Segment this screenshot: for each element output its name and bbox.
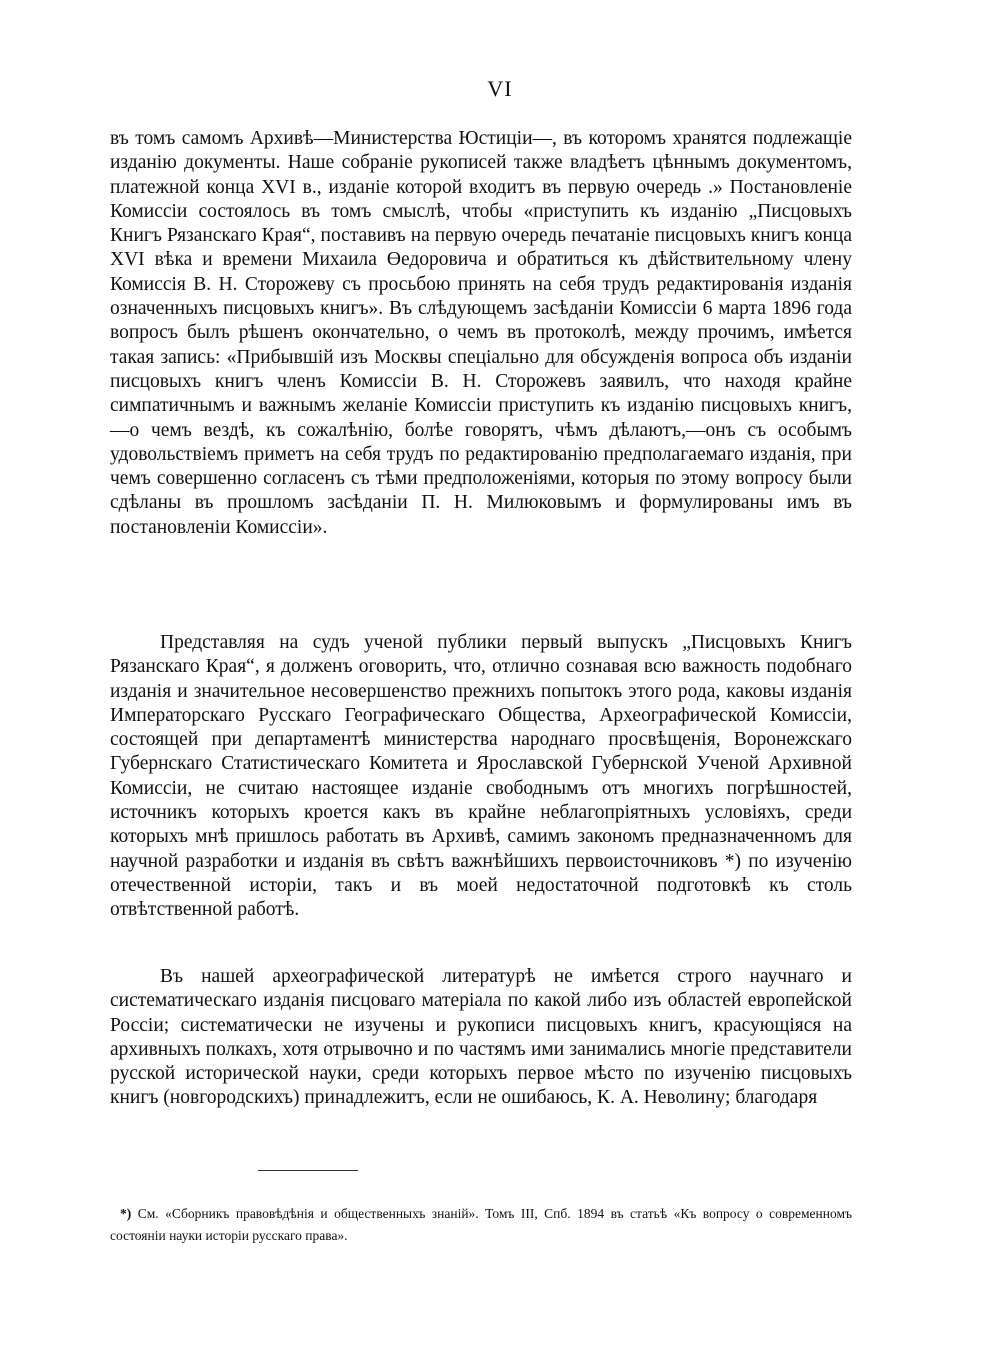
- paragraph-archeographic-literature: [110, 965, 852, 1111]
- paragraph-continuation: [110, 127, 852, 540]
- footnote: [110, 1203, 852, 1247]
- paragraph-text: Въ нашей археографической литературѣ не имѣется строго научнаго и систематическаго изданія писцоваго матеріала по какой либо изъ областей европейской Россіи; систематически не изучены и рукописи писцовыхъ книгъ, красующіяся на архивныхъ полкахъ, хотя отрывочно и по частямъ ими занимались многіе представители русской исторической науки, среди которыхъ первое мѣсто по изученію писцовыхъ книгъ (новгородскихъ) принадлежитъ, если не ошибаюсь, К. А. Неволину; благодаря: [110, 966, 852, 1109]
- page-number: VI: [487, 76, 513, 101]
- paragraph-publication-note: [110, 631, 852, 923]
- footnote-text: См. «Сборникъ правовѣдѣнія и общественныхъ знаній». Томъ III, Спб. 1894 въ статьѣ «Къ вопросу о современномъ состояніи науки исторіи русскаго права».: [110, 1206, 852, 1243]
- footnote-divider: [258, 1170, 358, 1171]
- paragraph-text: Представляя на судъ ученой публики первый выпускъ „Писцовыхъ Книгъ Рязанскаго Края“, я долженъ оговорить, что, отлично сознавая всю важность подобнаго изданія и значительное несовершенство прежнихъ попытокъ этого рода, каковы изданія Императорскаго Русскаго Географическаго Общества, Археографической Комиссіи, состоящей при департаментѣ министерства народнаго просвѣщенія, Воронежскаго Губернскаго Статистическаго Комитета и Ярославской Губернской Ученой Архивной Комиссіи, не считаю настоящее изданіе свободнымъ отъ многихъ погрѣшностей, источникъ которыхъ кроется какъ въ крайне неблагопріятныхъ условіяхъ, среди которыхъ мнѣ пришлось работать въ Архивѣ, самимъ закономъ предназначенномъ для научной разработки и изданія въ свѣтъ важнѣйшихъ первоисточниковъ *) по изученію отечественной исторіи, такъ и въ моей недостаточной подготовкѣ къ столь отвѣтственной работѣ.: [110, 632, 852, 921]
- paragraph-text: въ томъ самомъ Архивѣ—Министерства Юстиціи—, въ которомъ хранятся подлежащіе изданію документы. Наше собраніе рукописей также владѣетъ цѣннымъ документомъ, платежной конца XVI в., изданіе которой входитъ въ первую очередь .» Постановленіе Комиссіи состоялось въ томъ смыслѣ, чтобы «приступить къ изданію „Писцовыхъ Книгъ Рязанскаго Края“, поставивъ на первую очередь печатаніе писцовыхъ книгъ конца XVI вѣка и времени Михаила Өедоровича и обратиться къ дѣйствительному члену Комиссія В. Н. Сторожеву съ просьбою принять на себя трудъ редактированія изданія означенныхъ писцовыхъ книгъ». Въ слѣдующемъ засѣданіи Комиссіи 6 марта 1896 года вопросъ былъ рѣшенъ окончательно, о чемъ въ протоколѣ, между прочимъ, имѣется такая запись: «Прибывшій изъ Москвы спеціально для обсужденія вопроса объ изданіи писцовыхъ книгъ членъ Комиссіи В. Н. Сторожевъ заявилъ, что находя крайне симпатичнымъ и важнымъ желаніе Комиссіи приступить къ изданію писцовыхъ книгъ,—о чемъ вездѣ, къ сожалѣнію, болѣе говорятъ, чѣмъ дѣлаютъ,—онъ съ особымъ удовольствіемъ приметъ на себя трудъ по редактированію предполагаемаго изданія, при чемъ совершенно согласенъ съ тѣми предположеніями, которыя по этому вопросу были сдѣланы въ прошломъ засѣданіи П. Н. Милюковымъ и формулированы имъ въ постановленіи Комиссіи».: [110, 128, 852, 538]
- footnote-mark: *): [120, 1206, 132, 1221]
